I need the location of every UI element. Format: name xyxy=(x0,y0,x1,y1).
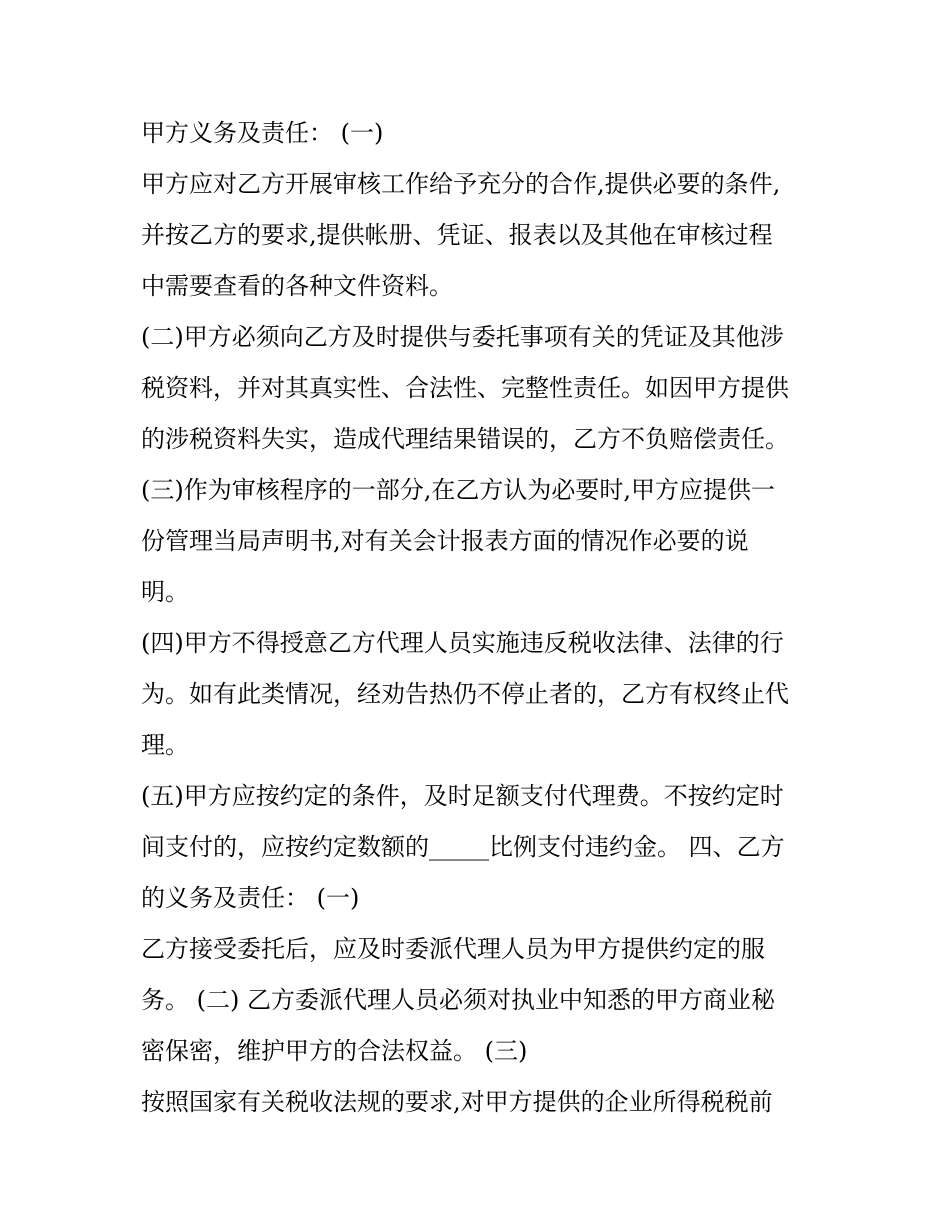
text-line: 务。 (二) 乙方委派代理人员必须对执业中知悉的甲方商业秘 xyxy=(141,986,775,1014)
text-line: (三)作为审核程序的一部分,在乙方认为必要时,甲方应提供一 xyxy=(141,476,775,504)
text-line: 乙方接受委托后，应及时委派代理人员为甲方提供约定的服 xyxy=(141,935,765,963)
text-line: 按照国家有关税收法规的要求,对甲方提供的企业所得税税前 xyxy=(141,1088,773,1116)
text-line: 税资料，并对其真实性、合法性、完整性责任。如因甲方提供 xyxy=(141,374,789,402)
text-line: 明。 xyxy=(141,578,189,606)
text-line: 间支付的，应按约定数额的_____比例支付违约金。 四、乙方 xyxy=(141,833,785,861)
text-line: (二)甲方必须向乙方及时提供与委托事项有关的凭证及其他涉 xyxy=(141,323,784,351)
text-line: 理。 xyxy=(141,731,189,759)
text-line: 为。如有此类情况，经劝告热仍不停止者的，乙方有权终止代 xyxy=(141,680,789,708)
text-line: 的涉税资料失实，造成代理结果错误的，乙方不负赔偿责任。 xyxy=(141,425,789,453)
text-line: 甲方应对乙方开展审核工作给予充分的合作,提供必要的条件, xyxy=(141,170,781,198)
text-line: 并按乙方的要求,提供帐册、凭证、报表以及其他在审核过程 xyxy=(141,221,773,249)
text-line: 密保密，维护甲方的合法权益。 (三) xyxy=(141,1037,528,1065)
text-line: 的义务及责任： (一) xyxy=(141,884,360,912)
text-line: 份管理当局声明书,对有关会计报表方面的情况作必要的说 xyxy=(141,527,749,555)
text-line: (五)甲方应按约定的条件，及时足额支付代理费。不按约定时 xyxy=(141,782,784,810)
text-line: 中需要查看的各种文件资料。 xyxy=(141,272,453,300)
document-body xyxy=(141,108,831,1128)
text-line: 甲方义务及责任： (一) xyxy=(141,119,384,147)
text-line: (四)甲方不得授意乙方代理人员实施违反税收法律、法律的行 xyxy=(141,629,784,657)
